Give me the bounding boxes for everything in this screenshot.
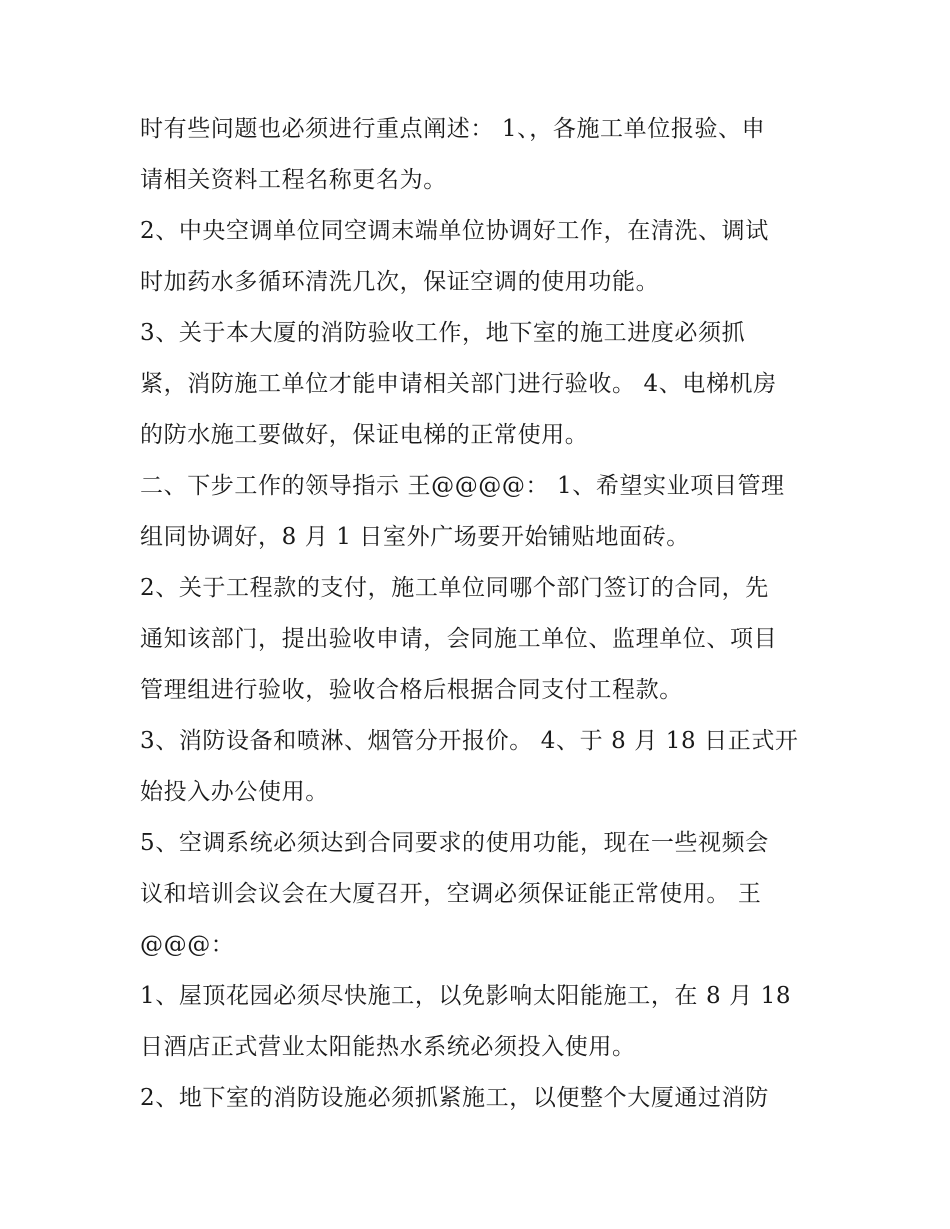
- text-line: 通知该部门，提出验收申请，会同施工单位、监理单位、项目: [140, 626, 778, 652]
- text-line: 时加药水多循环清洗几次，保证空调的使用功能。: [140, 269, 660, 295]
- text-line: 3、消防设备和喷淋、烟管分开报价。 4、于 8 月 18 日正式开: [140, 728, 799, 754]
- text-line: 二、下步工作的领导指示 王@@@@： 1、希望实业项目管理: [140, 473, 785, 499]
- text-line: 始投入办公使用。: [140, 779, 329, 805]
- text-line: @@@：: [140, 932, 235, 958]
- text-line: 紧，消防施工单位才能申请相关部门进行验收。 4、电梯机房: [140, 371, 777, 397]
- text-line: 请相关资料工程名称更名为。: [140, 167, 447, 193]
- text-line: 管理组进行验收，验收合格后根据合同支付工程款。: [140, 677, 683, 703]
- text-line: 2、地下室的消防设施必须抓紧施工，以便整个大厦通过消防: [140, 1085, 769, 1111]
- text-line: 1、屋顶花园必须尽快施工，以免影响太阳能施工，在 8 月 18: [140, 983, 792, 1009]
- text-line: 5、空调系统必须达到合同要求的使用功能，现在一些视频会: [140, 830, 769, 856]
- text-line: 2、中央空调单位同空调末端单位协调好工作，在清洗、调试: [140, 218, 769, 244]
- text-line: 议和培训会议会在大厦召开，空调必须保证能正常使用。 王: [140, 881, 762, 907]
- document-body: [140, 104, 812, 1124]
- text-line: 日酒店正式营业太阳能热水系统必须投入使用。: [140, 1034, 636, 1060]
- text-line: 组同协调好，8 月 1 日室外广场要开始铺贴地面砖。: [140, 524, 690, 550]
- text-line: 2、关于工程款的支付，施工单位同哪个部门签订的合同，先: [140, 575, 769, 601]
- text-line: 时有些问题也必须进行重点阐述： 1、，各施工单位报验、申: [140, 116, 766, 142]
- text-line: 的防水施工要做好，保证电梯的正常使用。: [140, 422, 589, 448]
- text-line: 3、关于本大厦的消防验收工作，地下室的施工进度必须抓: [140, 320, 746, 346]
